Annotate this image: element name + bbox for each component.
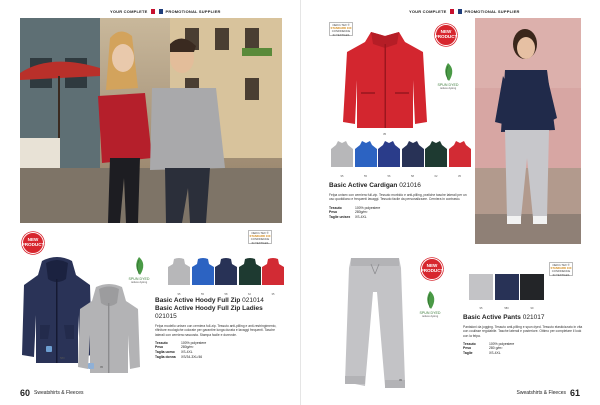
hoody-specs — [155, 341, 285, 359]
swatch-red — [262, 258, 284, 296]
new-product-badge: NEW PRODUCT — [421, 258, 443, 280]
cardigan-color-swatches — [331, 140, 471, 178]
oeko-line-3: CONFIDENCE IN TEXTILES — [551, 269, 571, 277]
product-code-grey: 95 — [100, 365, 104, 369]
cardigan-description: Felpa unisex con cerniera full-zip. Tessuto morbido e anti-pilling, pratiche tasche laterali per un uso quotidiano e frequenti lavaggi. Tessuto facile da personalizzare. Cerniera in contrasto. — [329, 193, 467, 202]
swatch-code: 58 — [411, 175, 414, 178]
swatch-code: 58 — [224, 293, 228, 296]
swatch-code: 95 — [340, 175, 344, 178]
hoody-title-1-text: Basic Active Hoody Full Zip — [155, 297, 241, 304]
zip-detail-icon-2 — [88, 363, 94, 369]
leaf-icon — [439, 62, 457, 82]
spec-value: 100% polyestere — [355, 205, 381, 210]
spun-dyed-name: SPUN DYED — [419, 311, 441, 315]
hoody-description: Felpa modello unisex con cerniera full-zip. Tessuto anti-pilling e anti-restringimento, rifiniture ecologiche colorate per garantire lunga durata e lavaggi frequenti. Tasche laterali con cerniera nascosta. Stampa facile e durevole. — [155, 324, 277, 337]
oeko-tex-badge — [248, 230, 272, 244]
cardigan-article: 021016 — [399, 182, 421, 189]
page-number: 60 — [20, 388, 31, 398]
pants-product-code: 95 — [399, 378, 403, 382]
leaf-icon — [130, 256, 148, 276]
hoody-text-block — [155, 297, 285, 359]
pants-description: Pantaloni da jogging. Tessuto anti-pilling e spun dyed. Tessuto elasticizzato in vita con coulisse regolabile. Tasche laterali e posteriore. Ottimo per completare il look con la felpa. — [463, 325, 583, 338]
section-name: Sweatshirts & Fleeces — [34, 390, 84, 396]
header-flag-icon — [450, 9, 462, 14]
spec-key: Taglia uomo — [155, 350, 175, 355]
spec-key: Taglie unisex — [329, 214, 351, 219]
cardigan-red-image — [341, 30, 429, 130]
swatch-code: 35 — [458, 175, 461, 178]
swatch-black — [520, 274, 544, 310]
spun-dyed-name: SPUN DYED — [437, 83, 459, 87]
spec-key: Peso — [463, 346, 472, 351]
leaf-icon — [421, 290, 439, 310]
swatch-grey — [331, 140, 353, 178]
header-flag-icon — [151, 9, 163, 14]
swatch-blue — [355, 140, 377, 178]
spun-dyed-tagline: reduce dyeing — [439, 87, 457, 90]
hoody-title-2 — [155, 305, 285, 321]
spec-key: Taglia donna — [155, 354, 176, 359]
spun-dyed-logo — [122, 256, 156, 285]
spec-value: XS-4XL — [355, 214, 367, 219]
pants-title-text: Basic Active Pants — [463, 314, 521, 321]
spun-dyed-logo — [431, 62, 465, 91]
oeko-line-1: OEKO-TEX ® — [552, 263, 570, 267]
swatch-blue — [192, 258, 214, 296]
spun-dyed-name: SPUN DYED — [128, 277, 150, 281]
swatch-code: 62 — [434, 175, 438, 178]
oeko-line-2: STANDARD 100 — [550, 266, 572, 271]
oeko-tex-badge — [549, 262, 573, 276]
swatch-navy — [215, 258, 237, 296]
product-code-navy: 580 — [60, 356, 65, 360]
left-header — [110, 9, 221, 14]
hoody-title-1 — [155, 297, 285, 305]
spec-row — [329, 215, 467, 220]
pants-article: 021017 — [522, 314, 545, 321]
oeko-line-1: OEKO-TEX ® — [251, 231, 269, 235]
oeko-line-1: OEKO-TEX ® — [332, 23, 350, 27]
pants-color-swatches — [469, 274, 544, 310]
cardigan-title — [329, 182, 467, 190]
zip-detail-icon — [46, 346, 52, 352]
spec-row — [463, 351, 587, 356]
cardigan-title-text: Basic Active Cardigan — [329, 182, 398, 189]
spec-key: Tessuto — [329, 205, 342, 210]
new-product-badge: NEW PRODUCT — [435, 24, 457, 46]
right-folio — [517, 388, 580, 398]
hoody-color-swatches — [168, 258, 284, 296]
swatch-code: 95 — [479, 307, 483, 310]
spec-value: 100% polyestere — [489, 341, 515, 346]
header-text-2: PROMOTIONAL SUPPLIER — [464, 9, 520, 14]
swatch-code: 580 — [504, 307, 509, 310]
spec-key: Peso — [155, 345, 164, 350]
hoody-title-2-text: Basic Active Hoody Full Zip Ladies — [155, 305, 263, 312]
hoody-article-2: 021015 — [155, 313, 177, 320]
swatch-code: 95 — [177, 293, 181, 296]
spec-key: Peso — [329, 210, 338, 215]
pants-text-block — [463, 314, 587, 356]
page-number: 61 — [569, 388, 580, 398]
swatch-navy — [402, 140, 424, 178]
swatch-code: 99 — [530, 307, 534, 310]
swatch-royal — [378, 140, 400, 178]
right-page — [300, 0, 600, 405]
lifestyle-photo-couple — [20, 18, 282, 223]
swatch-navy — [495, 274, 519, 310]
swatch-green — [425, 140, 447, 178]
cardigan-specs — [329, 206, 467, 220]
section-name: Sweatshirts & Fleeces — [516, 390, 566, 396]
spec-key: Taglie — [463, 351, 473, 356]
spec-value: 280g/m² — [181, 345, 194, 350]
spec-value: XS-4XL — [181, 350, 193, 355]
hoody-article-1: 021014 — [242, 297, 264, 304]
header-text-1: YOUR COMPLETE — [110, 9, 148, 14]
header-text-1: YOUR COMPLETE — [409, 9, 447, 14]
spec-key: Tessuto — [463, 341, 476, 346]
header-text-2: PROMOTIONAL SUPPLIER — [165, 9, 221, 14]
swatch-green — [239, 258, 261, 296]
pants-grey-image — [341, 252, 409, 392]
spec-row — [155, 355, 285, 360]
oeko-line-3: CONFIDENCE IN TEXTILES — [250, 237, 270, 245]
swatch-grey — [469, 274, 493, 310]
spec-value: 280g/m² — [355, 210, 368, 215]
new-product-badge: NEW PRODUCT — [22, 232, 44, 254]
hoody-grey-ladies-image — [74, 283, 144, 373]
spec-value: XS-4XL — [489, 351, 501, 356]
right-header — [409, 9, 520, 14]
lifestyle-photo-woman — [475, 18, 581, 244]
swatch-grey — [168, 258, 190, 296]
oeko-line-3: CONFIDENCE IN TEXTILES — [331, 29, 351, 37]
swatch-code: 55 — [364, 175, 367, 178]
spec-value: 280 g/m² — [489, 346, 503, 351]
spun-dyed-tagline: reduce dyeing — [130, 281, 148, 284]
spun-dyed-tagline: reduce dyeing — [421, 315, 439, 318]
pants-title — [463, 314, 587, 322]
swatch-code: 62 — [248, 293, 251, 296]
swatch-code: 56 — [387, 175, 391, 178]
oeko-line-2: STANDARD 100 — [330, 26, 352, 31]
swatch-red — [449, 140, 471, 178]
cardigan-product-code: 35 — [383, 132, 387, 136]
pants-specs — [463, 342, 587, 356]
left-folio — [20, 388, 83, 398]
spec-key: Tessuto — [155, 340, 168, 345]
oeko-line-2: STANDARD 100 — [249, 234, 271, 239]
cardigan-text-block — [329, 182, 467, 219]
swatch-code: 35 — [271, 293, 275, 296]
spec-value: 100% polyestere — [181, 340, 207, 345]
swatch-code: 55 — [201, 293, 204, 296]
spec-value: XS/34-3XL/46 — [181, 354, 203, 359]
spun-dyed-logo — [413, 290, 447, 319]
